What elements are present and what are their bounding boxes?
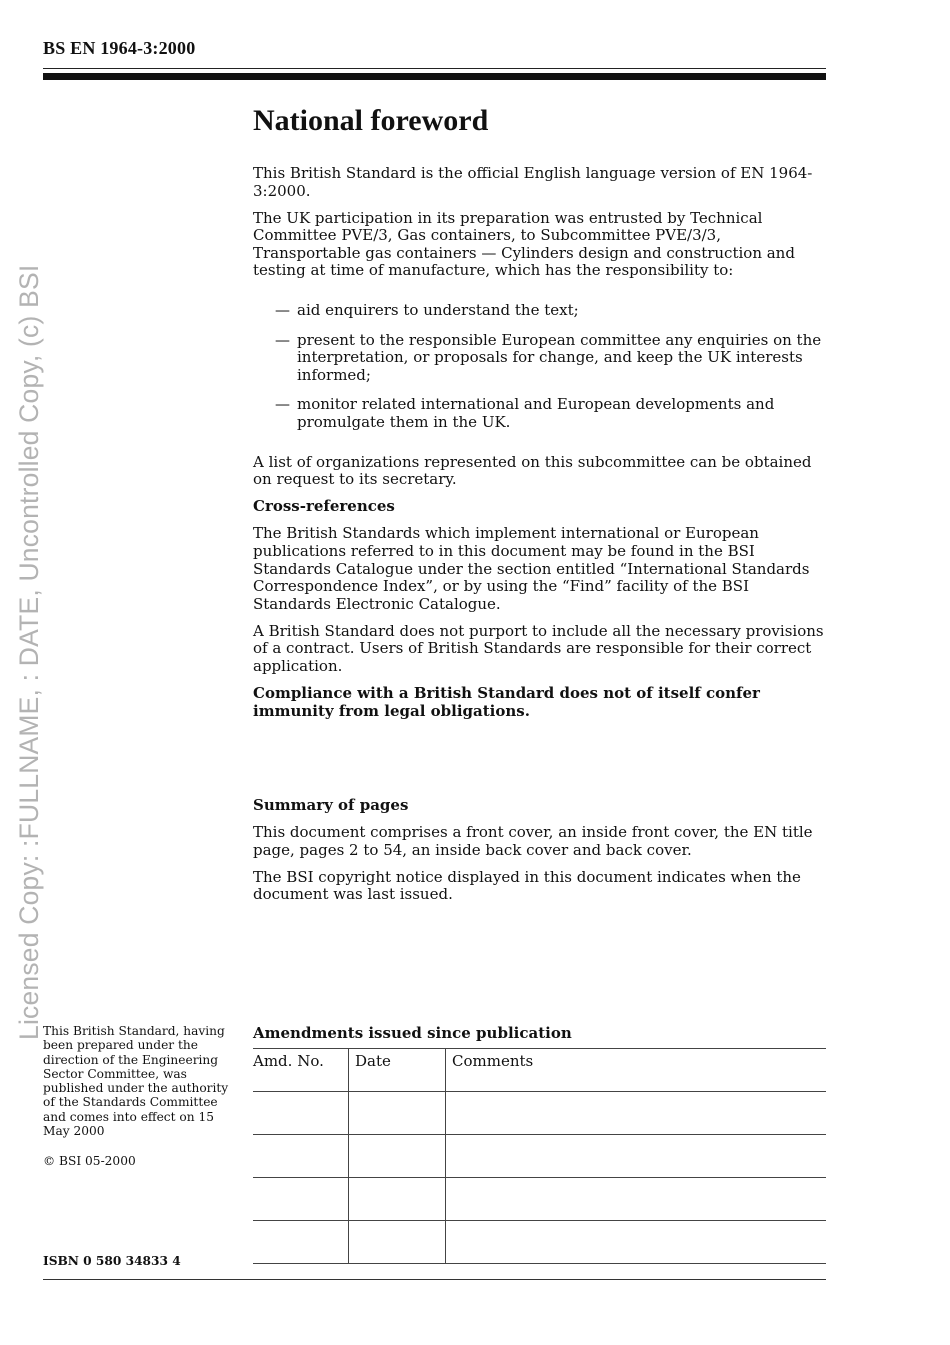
amd-no-cell — [253, 1135, 349, 1178]
list-item — [253, 396, 828, 431]
date-cell — [349, 1092, 446, 1135]
list-item-text: aid enquirers to understand the text; — [297, 301, 579, 320]
intro-paragraph-2: The UK participation in its preparation was entrusted by Technical Committee PVE/3, Gas containers, to Subcommittee PVE/3/3, Transportable gas containers — Cylinders design and construction and testing at time of manufacture, which has the responsibility to: — [253, 208, 795, 280]
dash-marker: — — [275, 301, 290, 320]
responsibility-list — [253, 302, 828, 432]
summary-paragraph-2: The BSI copyright notice displayed in this document indicates when the document was last issued. — [253, 867, 801, 904]
summary-paragraph-1: This document comprises a front cover, an inside front cover, the EN title page, pages 2 to 54, an inside back cover and back cover. — [253, 823, 813, 859]
compliance-statement: Compliance with a British Standard does not of itself confer immunity from legal obligations. — [253, 684, 760, 720]
publication-note: This British Standard, having been prepared under the direction of the Engineering Sector Committee, was published under the authority of the Standards Committee and comes into effect on 15 May 2000 — [43, 1024, 229, 1139]
comments-cell — [446, 1135, 827, 1178]
list-item — [253, 332, 828, 385]
date-cell — [349, 1221, 446, 1264]
amd-no-cell — [253, 1178, 349, 1221]
date-cell — [349, 1178, 446, 1221]
cross-references-paragraph-1: The British Standards which implement international or European publications referred to in this document may be found in the BSI Standards Catalogue under the section entitled “International Standards Correspondence Index”, or by using the “Find” facility of the BSI Standards Electronic Catalogue. — [253, 524, 810, 613]
header-rule-thick — [43, 73, 826, 80]
list-item-text: monitor related international and European developments and promulgate them in the UK. — [297, 395, 775, 432]
summary-heading: Summary of pages — [253, 796, 409, 814]
column-header-date: Date — [349, 1049, 446, 1092]
amendments-title: Amendments issued since publication — [253, 1024, 572, 1042]
amendments-table — [253, 1048, 826, 1264]
organizations-note: A list of organizations represented on this subcommittee can be obtained on request to its secretary. — [253, 452, 812, 489]
standard-number: BS EN 1964-3:2000 — [43, 38, 196, 58]
cross-references-paragraph-2: A British Standard does not purport to include all the necessary provisions of a contract. Users of British Standards are responsible for their correct application. — [253, 621, 824, 676]
comments-cell — [446, 1092, 827, 1135]
header-rule-thin — [43, 68, 826, 69]
isbn: ISBN 0 580 34833 4 — [43, 1254, 181, 1268]
table-row — [253, 1135, 826, 1178]
table-row — [253, 1092, 826, 1135]
date-cell — [349, 1135, 446, 1178]
copyright-notice: © BSI 05-2000 — [43, 1154, 136, 1168]
summary-section — [253, 797, 828, 913]
amd-no-cell — [253, 1221, 349, 1264]
comments-cell — [446, 1178, 827, 1221]
intro-paragraph-1: This British Standard is the official English language version of EN 1964-3:2000. — [253, 164, 813, 200]
cross-references-heading: Cross-references — [253, 497, 395, 516]
list-item — [253, 302, 828, 320]
foreword-body — [253, 165, 828, 730]
table-row — [253, 1178, 826, 1221]
table-row — [253, 1221, 826, 1264]
list-item-text: present to the responsible European committee any enquiries on the interpretation, or proposals for change, and keep the UK interests informed; — [297, 330, 822, 384]
footer-rule — [43, 1279, 826, 1280]
amd-no-cell — [253, 1092, 349, 1135]
dash-marker: — — [275, 330, 290, 349]
column-header-amd-no: Amd. No. — [253, 1049, 349, 1092]
page-title: National foreword — [253, 104, 489, 137]
comments-cell — [446, 1221, 827, 1264]
column-header-comments: Comments — [446, 1049, 827, 1092]
dash-marker: — — [275, 395, 290, 414]
table-header-row — [253, 1049, 826, 1092]
licence-watermark: Licensed Copy: :FULLNAME, : DATE, Uncontrolled Copy, (c) BSI — [14, 264, 44, 1040]
